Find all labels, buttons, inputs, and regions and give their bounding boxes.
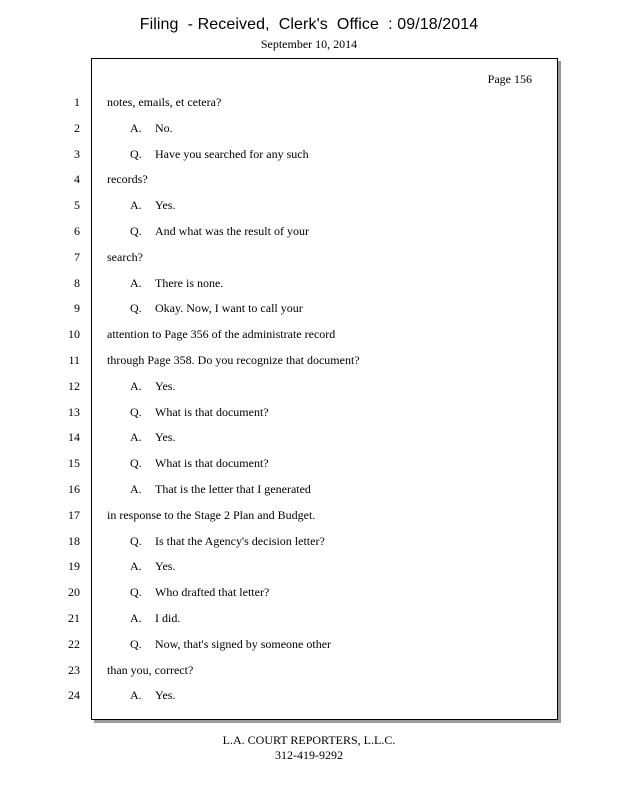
transcript-line xyxy=(107,95,221,109)
speaker-tag: Q. xyxy=(130,224,142,238)
line-text: Have you searched for any such xyxy=(155,147,309,161)
speaker-tag: A. xyxy=(130,430,142,444)
speaker-tag: Q. xyxy=(130,456,142,470)
speaker-tag: A. xyxy=(130,121,142,135)
speaker-tag: A. xyxy=(130,198,142,212)
line-number: 21 xyxy=(68,611,80,625)
line-text: Yes. xyxy=(155,198,176,212)
line-number: 9 xyxy=(74,301,80,315)
line-text: in response to the Stage 2 Plan and Budget. xyxy=(107,508,316,522)
line-text: attention to Page 356 of the administrate record xyxy=(107,327,336,341)
speaker-tag: Q. xyxy=(130,534,142,548)
transcript-line xyxy=(107,172,148,186)
line-text: I did. xyxy=(155,611,181,625)
line-number: 23 xyxy=(68,663,80,677)
transcript-line xyxy=(107,250,143,264)
line-text: Now, that's signed by someone other xyxy=(155,637,332,651)
line-number: 24 xyxy=(68,688,80,702)
line-text: Is that the Agency's decision letter? xyxy=(155,534,325,548)
speaker-tag: Q. xyxy=(130,147,142,161)
line-number: 2 xyxy=(74,121,80,135)
line-text: Yes. xyxy=(155,559,176,573)
speaker-tag: A. xyxy=(130,611,142,625)
transcript-line xyxy=(130,611,180,625)
speaker-tag: A. xyxy=(130,276,142,290)
transcript-line xyxy=(130,379,175,393)
speaker-tag: Q. xyxy=(130,301,142,315)
transcript-line xyxy=(130,482,311,496)
line-text: Okay. Now, I want to call your xyxy=(155,301,303,315)
line-number: 19 xyxy=(68,559,80,573)
speaker-tag: Q. xyxy=(130,637,142,651)
transcript-line xyxy=(130,276,223,290)
line-text: What is that document? xyxy=(155,405,269,419)
transcript-line xyxy=(130,147,309,161)
line-text: records? xyxy=(107,172,148,186)
line-number: 17 xyxy=(68,508,80,522)
transcript-line xyxy=(130,559,175,573)
line-text: than you, correct? xyxy=(107,663,194,677)
speaker-tag: Q. xyxy=(130,405,142,419)
line-text: Yes. xyxy=(155,430,176,444)
line-number: 22 xyxy=(68,637,80,651)
line-text: search? xyxy=(107,250,143,264)
line-text: And what was the result of your xyxy=(155,224,309,238)
transcript-line xyxy=(130,430,175,444)
line-number: 18 xyxy=(68,534,80,548)
line-text: There is none. xyxy=(155,276,224,290)
line-number: 8 xyxy=(74,276,80,290)
line-text: That is the letter that I generated xyxy=(155,482,311,496)
transcript-line xyxy=(130,637,331,651)
line-text: Yes. xyxy=(155,379,176,393)
transcript-line xyxy=(130,456,269,470)
speaker-tag: A. xyxy=(130,482,142,496)
hearing-date: September 10, 2014 xyxy=(260,37,358,51)
transcript-line xyxy=(130,224,309,238)
speaker-tag: A. xyxy=(130,559,142,573)
transcript-line xyxy=(130,121,173,135)
line-number: 14 xyxy=(68,430,80,444)
transcript-line xyxy=(107,327,335,341)
transcript-line xyxy=(107,663,193,677)
line-number: 16 xyxy=(68,482,80,496)
transcript-line xyxy=(107,508,315,522)
transcript-line xyxy=(130,688,175,702)
line-number: 20 xyxy=(68,585,80,599)
transcript-line xyxy=(107,353,360,367)
line-text: notes, emails, et cetera? xyxy=(107,95,222,109)
line-text: through Page 358. Do you recognize that document? xyxy=(107,353,360,367)
line-number: 7 xyxy=(74,250,80,264)
line-number: 11 xyxy=(68,353,80,367)
line-number: 1 xyxy=(74,95,80,109)
line-text: What is that document? xyxy=(155,456,269,470)
speaker-tag: Q. xyxy=(130,585,142,599)
line-number: 13 xyxy=(68,405,80,419)
line-text: No. xyxy=(155,121,173,135)
line-number: 3 xyxy=(74,147,80,161)
line-number: 10 xyxy=(68,327,80,341)
line-text: Who drafted that letter? xyxy=(155,585,270,599)
line-number: 12 xyxy=(68,379,80,393)
transcript-line xyxy=(130,585,269,599)
line-number: 5 xyxy=(74,198,80,212)
line-text: Yes. xyxy=(155,688,176,702)
speaker-tag: A. xyxy=(130,379,142,393)
transcript-line xyxy=(130,198,175,212)
line-number: 6 xyxy=(74,224,80,238)
speaker-tag: A. xyxy=(130,688,142,702)
transcript-line xyxy=(130,301,303,315)
line-number: 4 xyxy=(74,172,80,186)
footer-phone: 312-419-9292 xyxy=(275,748,343,762)
transcript-line xyxy=(130,534,325,548)
page-number: Page 156 xyxy=(487,72,532,86)
transcript-line xyxy=(130,405,269,419)
filing-stamp: Filing - Received, Clerk's Office : 09/18/2014 xyxy=(139,16,479,33)
footer-company: L.A. COURT REPORTERS, L.L.C. xyxy=(222,733,396,747)
line-number: 15 xyxy=(68,456,80,470)
